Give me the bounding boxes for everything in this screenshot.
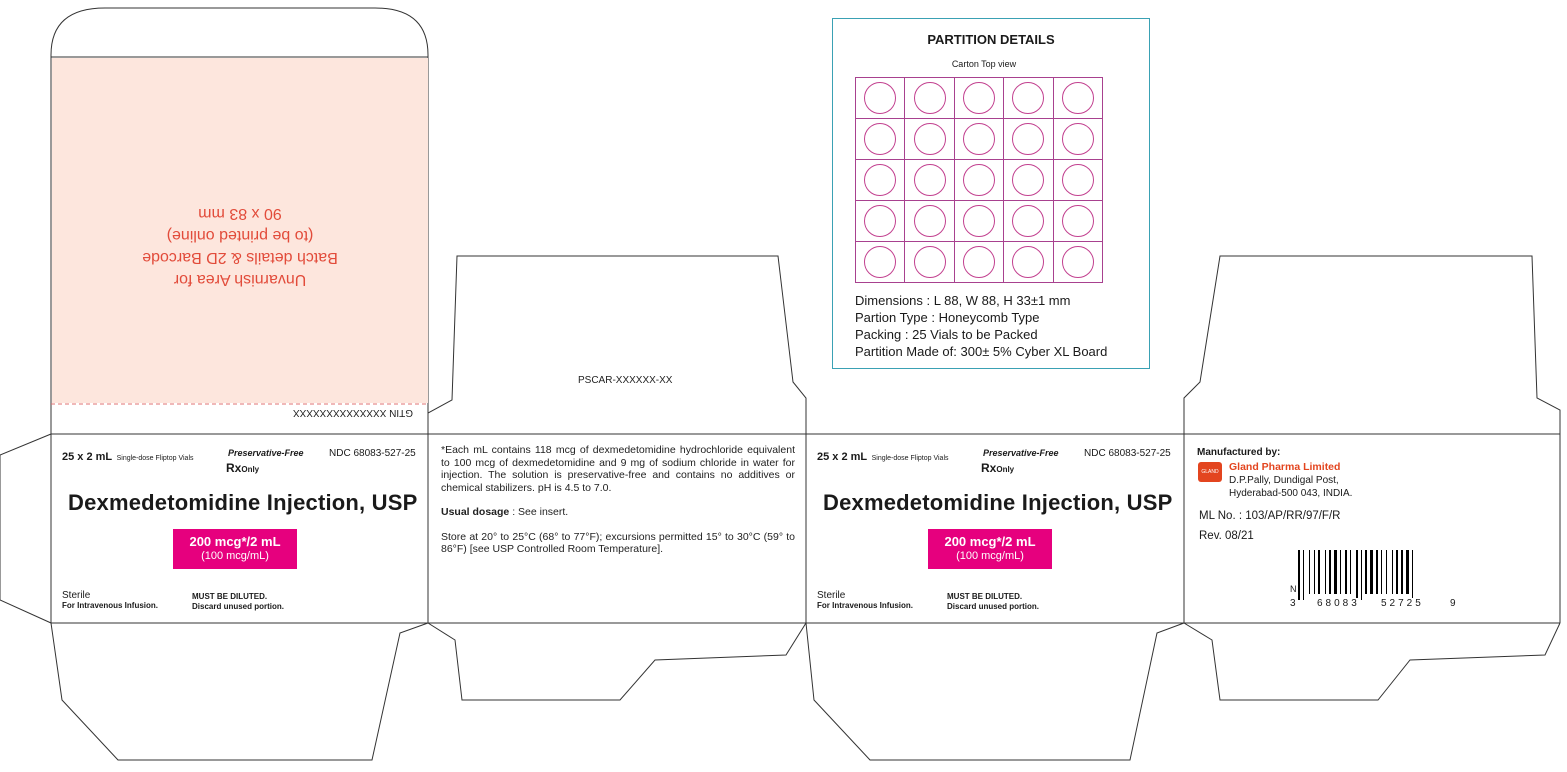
barcode-bar — [1298, 550, 1300, 600]
front-panel-left — [52, 435, 428, 623]
barcode-bar — [1342, 550, 1344, 594]
partition-cell — [1054, 78, 1103, 119]
discard-note: Discard unused portion. — [947, 602, 1040, 611]
partition-cell — [856, 242, 905, 283]
rx-only-label: Only — [241, 465, 260, 474]
ml-number: ML No. : 103/AP/RR/97/F/R — [1199, 510, 1341, 522]
partition-cell — [1054, 119, 1103, 160]
barcode-bar — [1352, 550, 1355, 594]
barcode-bar — [1394, 550, 1395, 594]
barcode-bar — [1361, 550, 1362, 600]
vial-slot-icon — [864, 246, 896, 278]
barcode-bar — [1314, 550, 1315, 594]
strength: 200 mcg*/2 mL — [189, 534, 281, 549]
vial-slot-icon — [963, 123, 995, 155]
partition-type: Partion Type : Honeycomb Type — [855, 310, 1040, 325]
barcode-bar — [1327, 550, 1328, 594]
barcode-bar — [1374, 550, 1375, 594]
unvarnish-line-1: Unvarnish Area for — [173, 271, 307, 288]
barcode-bar — [1325, 550, 1326, 594]
partition-cell — [905, 160, 954, 201]
barcode-bar — [1348, 550, 1349, 594]
vial-type: Single-dose Fliptop Vials — [116, 455, 194, 462]
partition-subtitle: Carton Top view — [951, 59, 1017, 69]
product-name: Dexmedetomidine Injection, USP — [68, 490, 418, 515]
rx-only-label: Only — [996, 465, 1015, 474]
unvarnish-line-3: (to be printed online) — [166, 227, 314, 244]
partition-cell — [955, 78, 1004, 119]
must-dilute: MUST BE DILUTED. — [947, 592, 1023, 601]
pack-count: 25 x 2 mL — [817, 451, 868, 463]
vial-slot-icon — [914, 246, 946, 278]
barcode-bar — [1301, 550, 1302, 594]
vial-slot-icon — [1012, 164, 1044, 196]
unvarnish-line-4: 90 x 83 mm — [198, 205, 282, 222]
gtin-text — [288, 405, 413, 418]
partition-details-box — [832, 18, 1150, 369]
barcode-bar — [1318, 550, 1320, 594]
barcode-bar — [1410, 550, 1411, 594]
barcode-bar — [1383, 550, 1385, 594]
barcode-bar — [1381, 550, 1382, 594]
concentration: (100 mcg/mL) — [956, 550, 1024, 562]
barcode-bar — [1386, 550, 1387, 594]
vial-slot-icon — [1012, 82, 1044, 114]
barcode-bar — [1388, 550, 1391, 594]
usual-dosage — [441, 506, 795, 519]
manufactured-by: Manufactured by: — [1197, 447, 1281, 458]
vial-slot-icon — [963, 164, 995, 196]
vial-slot-icon — [914, 123, 946, 155]
barcode-bar — [1311, 550, 1313, 594]
barcode-bar — [1365, 550, 1367, 594]
route: For Intravenous Infusion. — [62, 601, 159, 610]
back-flap-code: PSCAR-XXXXXX-XX — [578, 375, 673, 386]
preservative-free: Preservative-Free — [228, 448, 304, 458]
partition-cell — [1004, 242, 1053, 283]
address-line-2: Hyderabad-500 043, INDIA. — [1229, 488, 1353, 499]
vial-slot-icon — [963, 205, 995, 237]
gland-logo-text: GLAND — [1201, 469, 1219, 475]
partition-cell — [856, 119, 905, 160]
barcode-bar — [1334, 550, 1337, 594]
vial-slot-icon — [1012, 123, 1044, 155]
barcode-prefix-bottom: 3 — [1290, 598, 1296, 609]
preservative-free: Preservative-Free — [983, 448, 1059, 458]
barcode-bar — [1356, 550, 1358, 600]
vial-type: Single-dose Fliptop Vials — [871, 455, 949, 462]
ndc-code: NDC 68083-527-25 — [329, 448, 416, 459]
barcode-bar — [1359, 550, 1360, 594]
barcode-bar — [1396, 550, 1398, 594]
gtin-value: XXXXXXXXXXXXXX — [292, 407, 387, 418]
partition-cell — [905, 201, 954, 242]
barcode-group-1: 68083 — [1317, 598, 1360, 609]
gland-logo-icon — [1198, 462, 1222, 482]
rx-symbol: Rx — [981, 461, 997, 475]
partition-packing: Packing : 25 Vials to be Packed — [855, 327, 1038, 342]
partition-cell — [856, 78, 905, 119]
product-name: Dexmedetomidine Injection, USP — [823, 490, 1173, 515]
vial-slot-icon — [1062, 246, 1094, 278]
partition-grid — [855, 77, 1103, 283]
partition-cell — [955, 160, 1004, 201]
unvarnish-line-2: Batch details & 2D Barcode — [142, 249, 338, 266]
strength: 200 mcg*/2 mL — [944, 534, 1036, 549]
barcode-prefix-top: N — [1290, 584, 1297, 594]
vial-slot-icon — [963, 246, 995, 278]
vial-slot-icon — [963, 82, 995, 114]
barcode-bar — [1406, 550, 1409, 594]
strength-box — [928, 529, 1052, 569]
vial-slot-icon — [1062, 205, 1094, 237]
barcode-bar — [1363, 550, 1364, 594]
partition-material: Partition Made of: 300± 5% Cyber XL Board — [855, 344, 1108, 359]
barcode-bar — [1332, 550, 1333, 594]
address-line-1: D.P.Pally, Dundigal Post, — [1229, 475, 1339, 486]
vial-slot-icon — [1012, 246, 1044, 278]
rx-only — [981, 459, 1014, 477]
vial-slot-icon — [1062, 82, 1094, 114]
vial-slot-icon — [864, 123, 896, 155]
partition-cell — [905, 242, 954, 283]
barcode-bar — [1376, 550, 1378, 594]
partition-cell — [1054, 160, 1103, 201]
vial-slot-icon — [914, 164, 946, 196]
barcode-bar — [1379, 550, 1380, 594]
discard-note: Discard unused portion. — [192, 602, 285, 611]
vial-slot-icon — [1062, 123, 1094, 155]
sterile: Sterile — [817, 590, 846, 601]
barcode-bar — [1303, 550, 1304, 600]
gtin-label: GTIN — [389, 407, 413, 418]
barcode-bar — [1412, 550, 1413, 600]
barcode-check-digit: 9 — [1450, 598, 1456, 609]
revision: Rev. 08/21 — [1199, 530, 1254, 542]
partition-cell — [955, 119, 1004, 160]
partition-cell — [1004, 160, 1053, 201]
rx-only — [226, 459, 259, 477]
vial-slot-icon — [1012, 205, 1044, 237]
ndc-code: NDC 68083-527-25 — [1084, 448, 1171, 459]
barcode-bar — [1392, 550, 1393, 594]
partition-cell — [1054, 201, 1103, 242]
vial-slot-icon — [1062, 164, 1094, 196]
front-panel-right — [807, 435, 1183, 623]
company-name: Gland Pharma Limited — [1229, 461, 1341, 473]
partition-cell — [955, 201, 1004, 242]
barcode-bar — [1368, 550, 1369, 594]
upc-barcode — [1298, 550, 1417, 598]
partition-title: PARTITION DETAILS — [927, 32, 1055, 47]
must-dilute: MUST BE DILUTED. — [192, 592, 268, 601]
barcode-group-2: 52725 — [1381, 598, 1424, 609]
concentration: (100 mcg/mL) — [201, 550, 269, 562]
partition-cell — [1004, 201, 1053, 242]
barcode-bar — [1309, 550, 1310, 594]
barcode-bar — [1370, 550, 1373, 594]
barcode-bar — [1338, 550, 1339, 594]
barcode-bar — [1401, 550, 1403, 594]
partition-cell — [955, 242, 1004, 283]
partition-dimensions: Dimensions : L 88, W 88, H 33±1 mm — [855, 293, 1071, 308]
vial-slot-icon — [914, 205, 946, 237]
barcode-bar — [1340, 550, 1341, 594]
info-panel — [441, 444, 795, 556]
storage: Store at 20° to 25°C (68° to 77°F); excursions permitted 15° to 30°C (59° to 86°F) [see USP Controlled Room Temperature]. — [441, 530, 795, 555]
pack-count: 25 x 2 mL — [62, 451, 113, 463]
vial-slot-icon — [864, 205, 896, 237]
composition: *Each mL contains 118 mcg of dexmedetomidine hydrochloride equivalent to 100 mcg of dexmedetomidine and 9 mg of sodium chloride in water for injection. The solution is preservative-free and contains no additives or chemical stabilizers. pH is 4.5 to 7.0. — [441, 444, 795, 494]
unvarnish-text — [110, 200, 370, 290]
vial-slot-icon — [864, 82, 896, 114]
partition-cell — [905, 119, 954, 160]
vial-slot-icon — [914, 82, 946, 114]
barcode-bar — [1345, 550, 1347, 594]
barcode-bar — [1316, 550, 1317, 594]
partition-cell — [1004, 78, 1053, 119]
usual-dosage-label: Usual dosage — [441, 506, 510, 518]
sterile: Sterile — [62, 590, 91, 601]
partition-cell — [856, 160, 905, 201]
usual-dosage-text: : See insert. — [509, 506, 569, 518]
barcode-bar — [1404, 550, 1405, 594]
partition-cell — [1004, 119, 1053, 160]
barcode-bar — [1329, 550, 1331, 594]
barcode-bar — [1305, 550, 1308, 594]
vial-slot-icon — [864, 164, 896, 196]
partition-cell — [1054, 242, 1103, 283]
barcode-bar — [1399, 550, 1400, 594]
barcode-bar — [1350, 550, 1351, 594]
barcode-bar — [1321, 550, 1324, 594]
strength-box — [173, 529, 297, 569]
barcode-bar — [1414, 550, 1416, 594]
rx-symbol: Rx — [226, 461, 242, 475]
partition-cell — [905, 78, 954, 119]
partition-cell — [856, 201, 905, 242]
route: For Intravenous Infusion. — [817, 601, 914, 610]
